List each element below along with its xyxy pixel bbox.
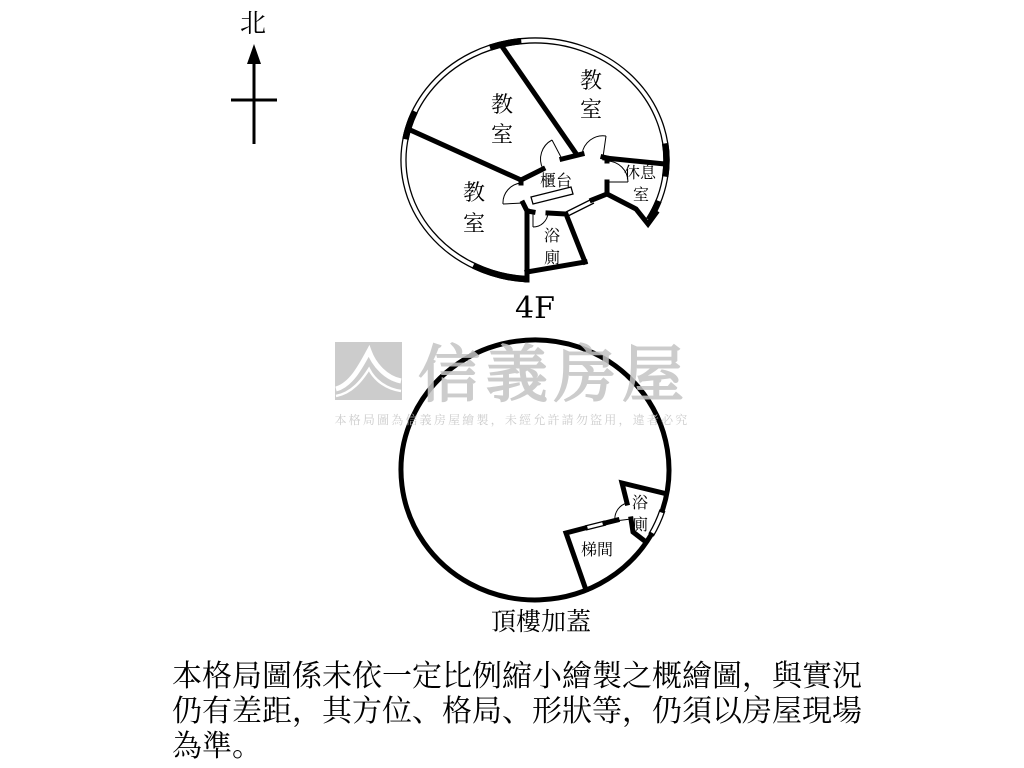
room-label: 室	[462, 212, 486, 237]
disclaimer-text	[172, 659, 862, 764]
north-label: 北	[239, 9, 267, 39]
room-label: 廁	[543, 248, 561, 267]
door-swing-arc	[503, 183, 521, 204]
wall-stairwell-north	[605, 520, 617, 523]
disclaimer-line: 為準。	[172, 729, 262, 764]
room-label: 室	[490, 123, 514, 148]
room-label-reception: 櫃台	[539, 171, 573, 190]
room-label: 廁	[631, 515, 649, 534]
door-classroom-north-east	[582, 136, 606, 157]
wall-hub-northeast	[603, 157, 607, 161]
outer-wall-west	[406, 111, 415, 139]
room-label: 休息	[623, 163, 657, 182]
room-label: 浴	[543, 226, 561, 245]
north-arrow	[231, 9, 277, 144]
room-classroom-north-east	[580, 69, 602, 123]
door-leaf	[552, 140, 562, 159]
room-label: 室	[579, 98, 603, 123]
stairwell-door-line	[586, 525, 606, 530]
door-swing-arc	[582, 136, 606, 154]
room-classroom-north-west	[491, 93, 513, 148]
watermark-brand: 信義房屋	[418, 338, 691, 411]
disclaimer-line: 仍有差距，其方位、格局、形狀等，仍須以房屋現場	[172, 694, 862, 729]
room-label: 教	[490, 93, 514, 118]
outer-wall-north	[490, 41, 521, 48]
room-label-stairwell: 梯間	[580, 540, 614, 559]
wall-hub-southeast	[592, 194, 607, 200]
watermark-notice: 本格局圖為信義房屋繪製，未經允許請勿盜用，違者必究	[334, 413, 690, 427]
floor-4f-plan	[401, 38, 669, 326]
room-label: 教	[462, 181, 486, 206]
watermark	[334, 338, 690, 427]
door-leaf	[603, 136, 606, 157]
sinyi-logo-icon	[335, 342, 402, 400]
stairwell-door-line	[585, 521, 605, 526]
disclaimer-line: 本格局圖係未依一定比例縮小繪製之概繪圖，與實況	[172, 659, 862, 694]
wall-hub-north	[562, 154, 582, 159]
window-line-inner	[649, 509, 660, 533]
room-restroom	[544, 226, 560, 267]
room-lounge	[624, 163, 657, 204]
door-classroom-south-west	[503, 183, 523, 204]
floor-label-4f: 4F	[515, 291, 555, 326]
door-leaf	[503, 203, 523, 204]
wall-stairwell	[566, 528, 586, 590]
room-classroom-south-west	[463, 181, 485, 237]
outer-wall-east	[665, 143, 666, 176]
outer-wall-south	[473, 266, 528, 280]
room-label: 浴	[631, 493, 649, 512]
floor-label-rooftop: 頂樓加蓋	[490, 607, 592, 636]
door-classroom-north-west	[541, 140, 562, 169]
room-rooftop-restroom	[632, 493, 648, 534]
north-arrow-head-icon	[247, 44, 261, 64]
room-label: 教	[579, 69, 603, 94]
room-label: 室	[632, 185, 650, 204]
door-swing-arc	[541, 140, 552, 169]
